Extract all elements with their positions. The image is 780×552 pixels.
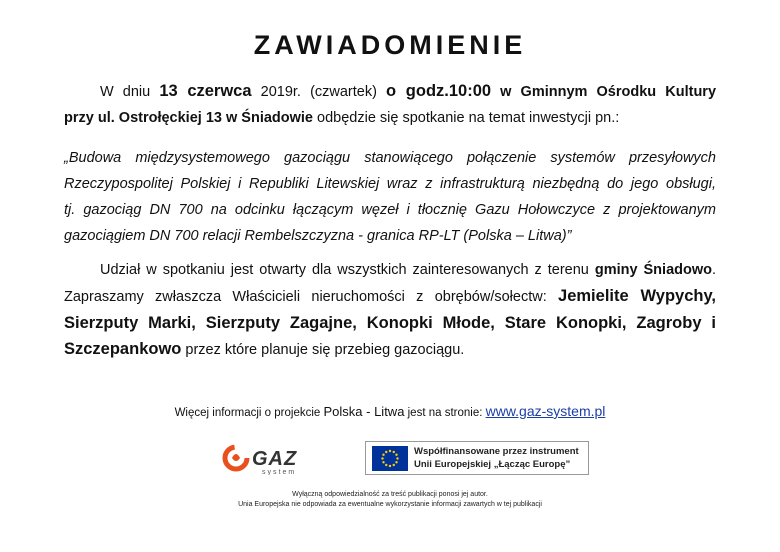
eu-star-icon <box>393 451 395 453</box>
eu-star-icon <box>385 464 387 466</box>
intro-text: odbędzie się spotkanie na temat inwestycji pn.: <box>313 110 620 126</box>
meeting-address: przy ul. Ostrołęckiej 13 w Śniadowie <box>64 110 313 126</box>
info-text: Więcej informacji o projekcie <box>174 407 324 419</box>
participation-line-1 <box>64 257 716 283</box>
intro-line-2 <box>64 105 716 131</box>
participation-paragraph <box>64 257 716 363</box>
eu-star-icon <box>389 465 391 467</box>
project-line-3: tj. gazociąg DN 700 na odcinku łączącym węzeł i tłocznię Gazu Hołowczyce z projektowanym <box>64 202 716 218</box>
info-text: jest na stronie: <box>404 407 486 419</box>
eu-star-icon <box>395 454 397 456</box>
intro-text: W dniu <box>100 84 160 100</box>
meeting-time: o godz.10:00 <box>386 82 492 100</box>
meeting-date: 13 czerwca <box>159 82 252 100</box>
page-title: ZAWIADOMIENIE <box>253 30 527 60</box>
disclaimer-footer <box>0 490 780 510</box>
eu-text-line-1: Współfinansowane przez instrument <box>414 446 579 457</box>
project-paragraph <box>64 145 716 249</box>
more-info-line <box>0 403 780 419</box>
project-name: Polska - Litwa <box>323 404 405 419</box>
intro-text <box>491 84 500 100</box>
participation-line-2 <box>64 283 716 310</box>
participation-text: Zapraszamy zwłaszcza Właścicieli nieruchomości z obrębów/sołectw: <box>64 289 559 305</box>
eu-star-icon <box>396 457 398 459</box>
eu-flag-icon <box>372 446 408 471</box>
gaz-flame-icon <box>222 443 334 475</box>
participation-line-3: Sierzputy Marki, Sierzputy Zagajne, Konopki Młode, Stare Konopki, Zagroby i <box>64 314 716 332</box>
gaz-logo-subtext: system <box>262 469 297 475</box>
eu-star-icon <box>389 450 391 452</box>
eu-star-icon <box>381 457 383 459</box>
eu-star-icon <box>382 454 384 456</box>
project-line-2: Rzeczypospolitej Polskiej i Republiki Litewskiej wraz z infrastrukturą niezbędną do jego obsługi, <box>64 176 716 192</box>
village-list: Szczepankowo <box>64 340 182 358</box>
meeting-place: w Gminnym Ośrodku Kultury <box>500 84 717 100</box>
eu-star-icon <box>393 464 395 466</box>
eu-star-icon <box>385 451 387 453</box>
website-link[interactable]: www.gaz-system.pl <box>485 403 606 419</box>
eu-cofunding-logo <box>365 441 589 475</box>
municipality-name: gminy Śniadowo <box>594 262 712 278</box>
gaz-system-logo <box>222 443 334 475</box>
gaz-logo-name: GAZ <box>252 448 298 470</box>
eu-text-line-2: Unii Europejskiej „Łącząc Europę” <box>414 459 571 470</box>
participation-text: przez które planuje się przebieg gazociągu. <box>181 342 465 358</box>
participation-line-4 <box>64 336 716 363</box>
disclaimer-line-2: Unia Europejska nie odpowiada za ewentualne wykorzystanie informacji zawartych w tej publikacji <box>238 501 542 508</box>
project-line-4: gazociągiem DN 700 relacji Rembelszczyzna - granica RP-LT (Polska – Litwa)” <box>64 228 572 244</box>
project-line-1: „Budowa międzysystemowego gazociągu stanowiącego połączenie systemów przesyłowych <box>64 150 716 166</box>
eu-cofunding-text <box>414 445 579 471</box>
eu-star-icon <box>382 461 384 463</box>
participation-text: . <box>711 262 717 278</box>
participation-text: Udział w spotkaniu jest otwarty dla wszystkich zainteresowanych z terenu <box>100 262 595 278</box>
intro-line-1 <box>64 78 716 105</box>
village-list: Jemielite Wypychy, <box>558 287 716 305</box>
disclaimer-line-1: Wyłączną odpowiedzialność za treść publikacji ponosi jej autor. <box>292 491 488 498</box>
intro-paragraph <box>64 78 716 131</box>
intro-text: 2019r. (czwartek) <box>251 84 387 100</box>
eu-star-icon <box>395 461 397 463</box>
